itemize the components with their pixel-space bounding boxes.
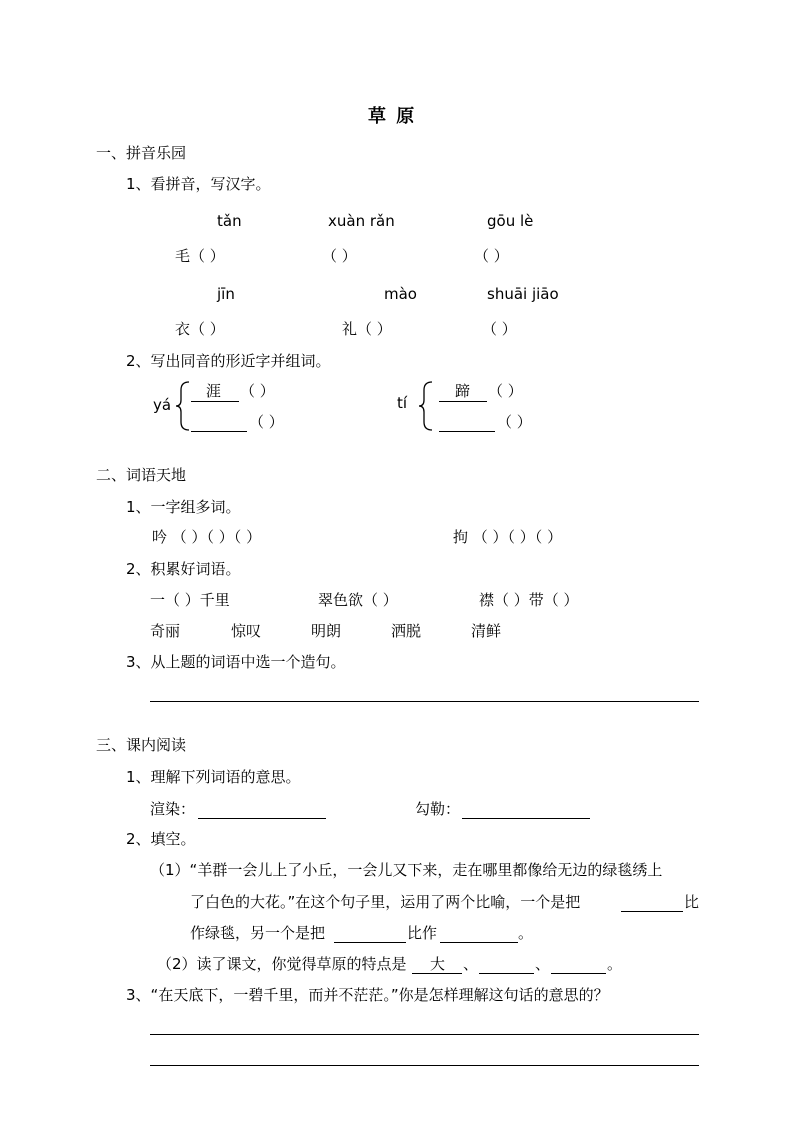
- brace-icon: [175, 380, 191, 432]
- word-jingtan: 惊叹: [231, 622, 262, 640]
- answer-underline-ya[interactable]: [191, 431, 247, 432]
- paren-blank-ya-1[interactable]: （ ）: [240, 382, 275, 400]
- feature-underline-1: [412, 973, 462, 974]
- answer-blank-tan[interactable]: 毛（ ）: [175, 247, 225, 265]
- question-1-1-label: 1、看拼音，写汉字。: [126, 175, 271, 193]
- answer-blank-mao[interactable]: 礼（ ）: [342, 320, 392, 338]
- passage-line-1: （1）“羊群一会儿上了小丘，一会儿又下来，走在哪里都像给无边的绿毯绣上: [150, 861, 663, 879]
- passage-line-2: 了白色的大花。”在这个句子里，运用了两个比喻，一个是把: [190, 893, 581, 911]
- word-xuanran: 渲染：: [150, 800, 196, 818]
- given-underline-ti: [439, 401, 487, 402]
- question-2-2-label: 2、积累好词语。: [126, 560, 241, 578]
- word-group-ju[interactable]: 拘 （ ）（ ）（ ）: [453, 528, 563, 546]
- pinyin-tan: tǎn: [217, 212, 242, 230]
- feature-sep-1: 、: [463, 955, 479, 973]
- feature-blank-2[interactable]: [479, 973, 534, 974]
- passage-line-3-mid: 比作: [407, 924, 438, 942]
- question-3-3-label: 3、“在天底下，一碧千里，而并不茫茫。”你是怎样理解这句话的意思的？: [126, 986, 609, 1004]
- section-heading-3: 三、课内阅读: [96, 736, 187, 754]
- page-title: 草 原: [368, 106, 417, 127]
- word-qingxian: 清鲜: [471, 622, 502, 640]
- question-1-2-label: 2、写出同音的形近字并组词。: [126, 352, 331, 370]
- meaning-line-xuanran[interactable]: [198, 818, 326, 819]
- answer-blank-xuanran[interactable]: （ ）: [322, 247, 357, 265]
- section-heading-1: 一、拼音乐园: [96, 144, 187, 162]
- blank-metaphor-2[interactable]: [334, 942, 406, 943]
- pinyin-xuanran: xuàn rǎn: [328, 212, 395, 230]
- given-underline-ya: [191, 401, 239, 402]
- answer-underline-ti[interactable]: [439, 431, 495, 432]
- pinyin-goule: gōu lè: [487, 212, 534, 230]
- answer-blank-goule[interactable]: （ ）: [474, 247, 509, 265]
- question-3-1-label: 1、理解下列词语的意思。: [126, 768, 301, 786]
- pinyin-shuaijiao: shuāi jiāo: [487, 285, 559, 303]
- answer-blank-shuaijiao[interactable]: （ ）: [482, 320, 517, 338]
- passage-line-3: 作绿毯，另一个是把: [190, 924, 326, 942]
- word-group-yin[interactable]: 吟 （ ）（ ）（ ）: [152, 528, 262, 546]
- word-goule: 勾勒：: [415, 800, 461, 818]
- passage-line-3-end: 。: [518, 924, 534, 942]
- sound-ti: tí: [397, 394, 408, 412]
- pinyin-jin: jīn: [217, 285, 235, 303]
- feature-end: 。: [607, 955, 623, 973]
- understanding-line-1[interactable]: [150, 1034, 699, 1035]
- sound-ya: yá: [153, 396, 172, 414]
- feature-sep-2: 、: [535, 955, 551, 973]
- sentence-answer-line[interactable]: [150, 701, 699, 702]
- brace-icon: [418, 380, 434, 432]
- feature-question: （2）读了课文，你觉得草原的特点是: [157, 955, 407, 973]
- section-heading-2: 二、词语天地: [96, 466, 187, 484]
- meaning-line-goule[interactable]: [462, 818, 590, 819]
- question-3-2-label: 2、填空。: [126, 830, 196, 848]
- paren-blank-ya-2[interactable]: （ ）: [249, 413, 284, 431]
- blank-metaphor-1[interactable]: [621, 911, 683, 912]
- feature-blank-3[interactable]: [551, 973, 606, 974]
- question-2-3-label: 3、从上题的词语中选一个造句。: [126, 653, 346, 671]
- word-minglang: 明朗: [311, 622, 342, 640]
- understanding-line-2[interactable]: [150, 1065, 699, 1066]
- pinyin-mao: mào: [384, 285, 417, 303]
- feature-answer-da: 大: [430, 955, 446, 973]
- paren-blank-ti-1[interactable]: （ ）: [488, 382, 523, 400]
- question-2-1-label: 1、一字组多词。: [126, 498, 241, 516]
- answer-blank-jin[interactable]: 衣（ ）: [175, 320, 225, 338]
- given-word-ti: 蹄: [455, 382, 471, 400]
- word-satuo: 洒脱: [391, 622, 422, 640]
- idiom-yi-qianli[interactable]: 一（ ）千里: [150, 591, 230, 609]
- word-qili: 奇丽: [150, 622, 181, 640]
- passage-line-2-end: 比: [684, 893, 700, 911]
- idiom-cuiseyu[interactable]: 翠色欲（ ）: [318, 591, 398, 609]
- paren-blank-ti-2[interactable]: （ ）: [497, 413, 532, 431]
- given-word-ya: 涯: [206, 382, 222, 400]
- idiom-jin-dai[interactable]: 襟（ ）带（ ）: [479, 591, 579, 609]
- blank-metaphor-3[interactable]: [440, 942, 518, 943]
